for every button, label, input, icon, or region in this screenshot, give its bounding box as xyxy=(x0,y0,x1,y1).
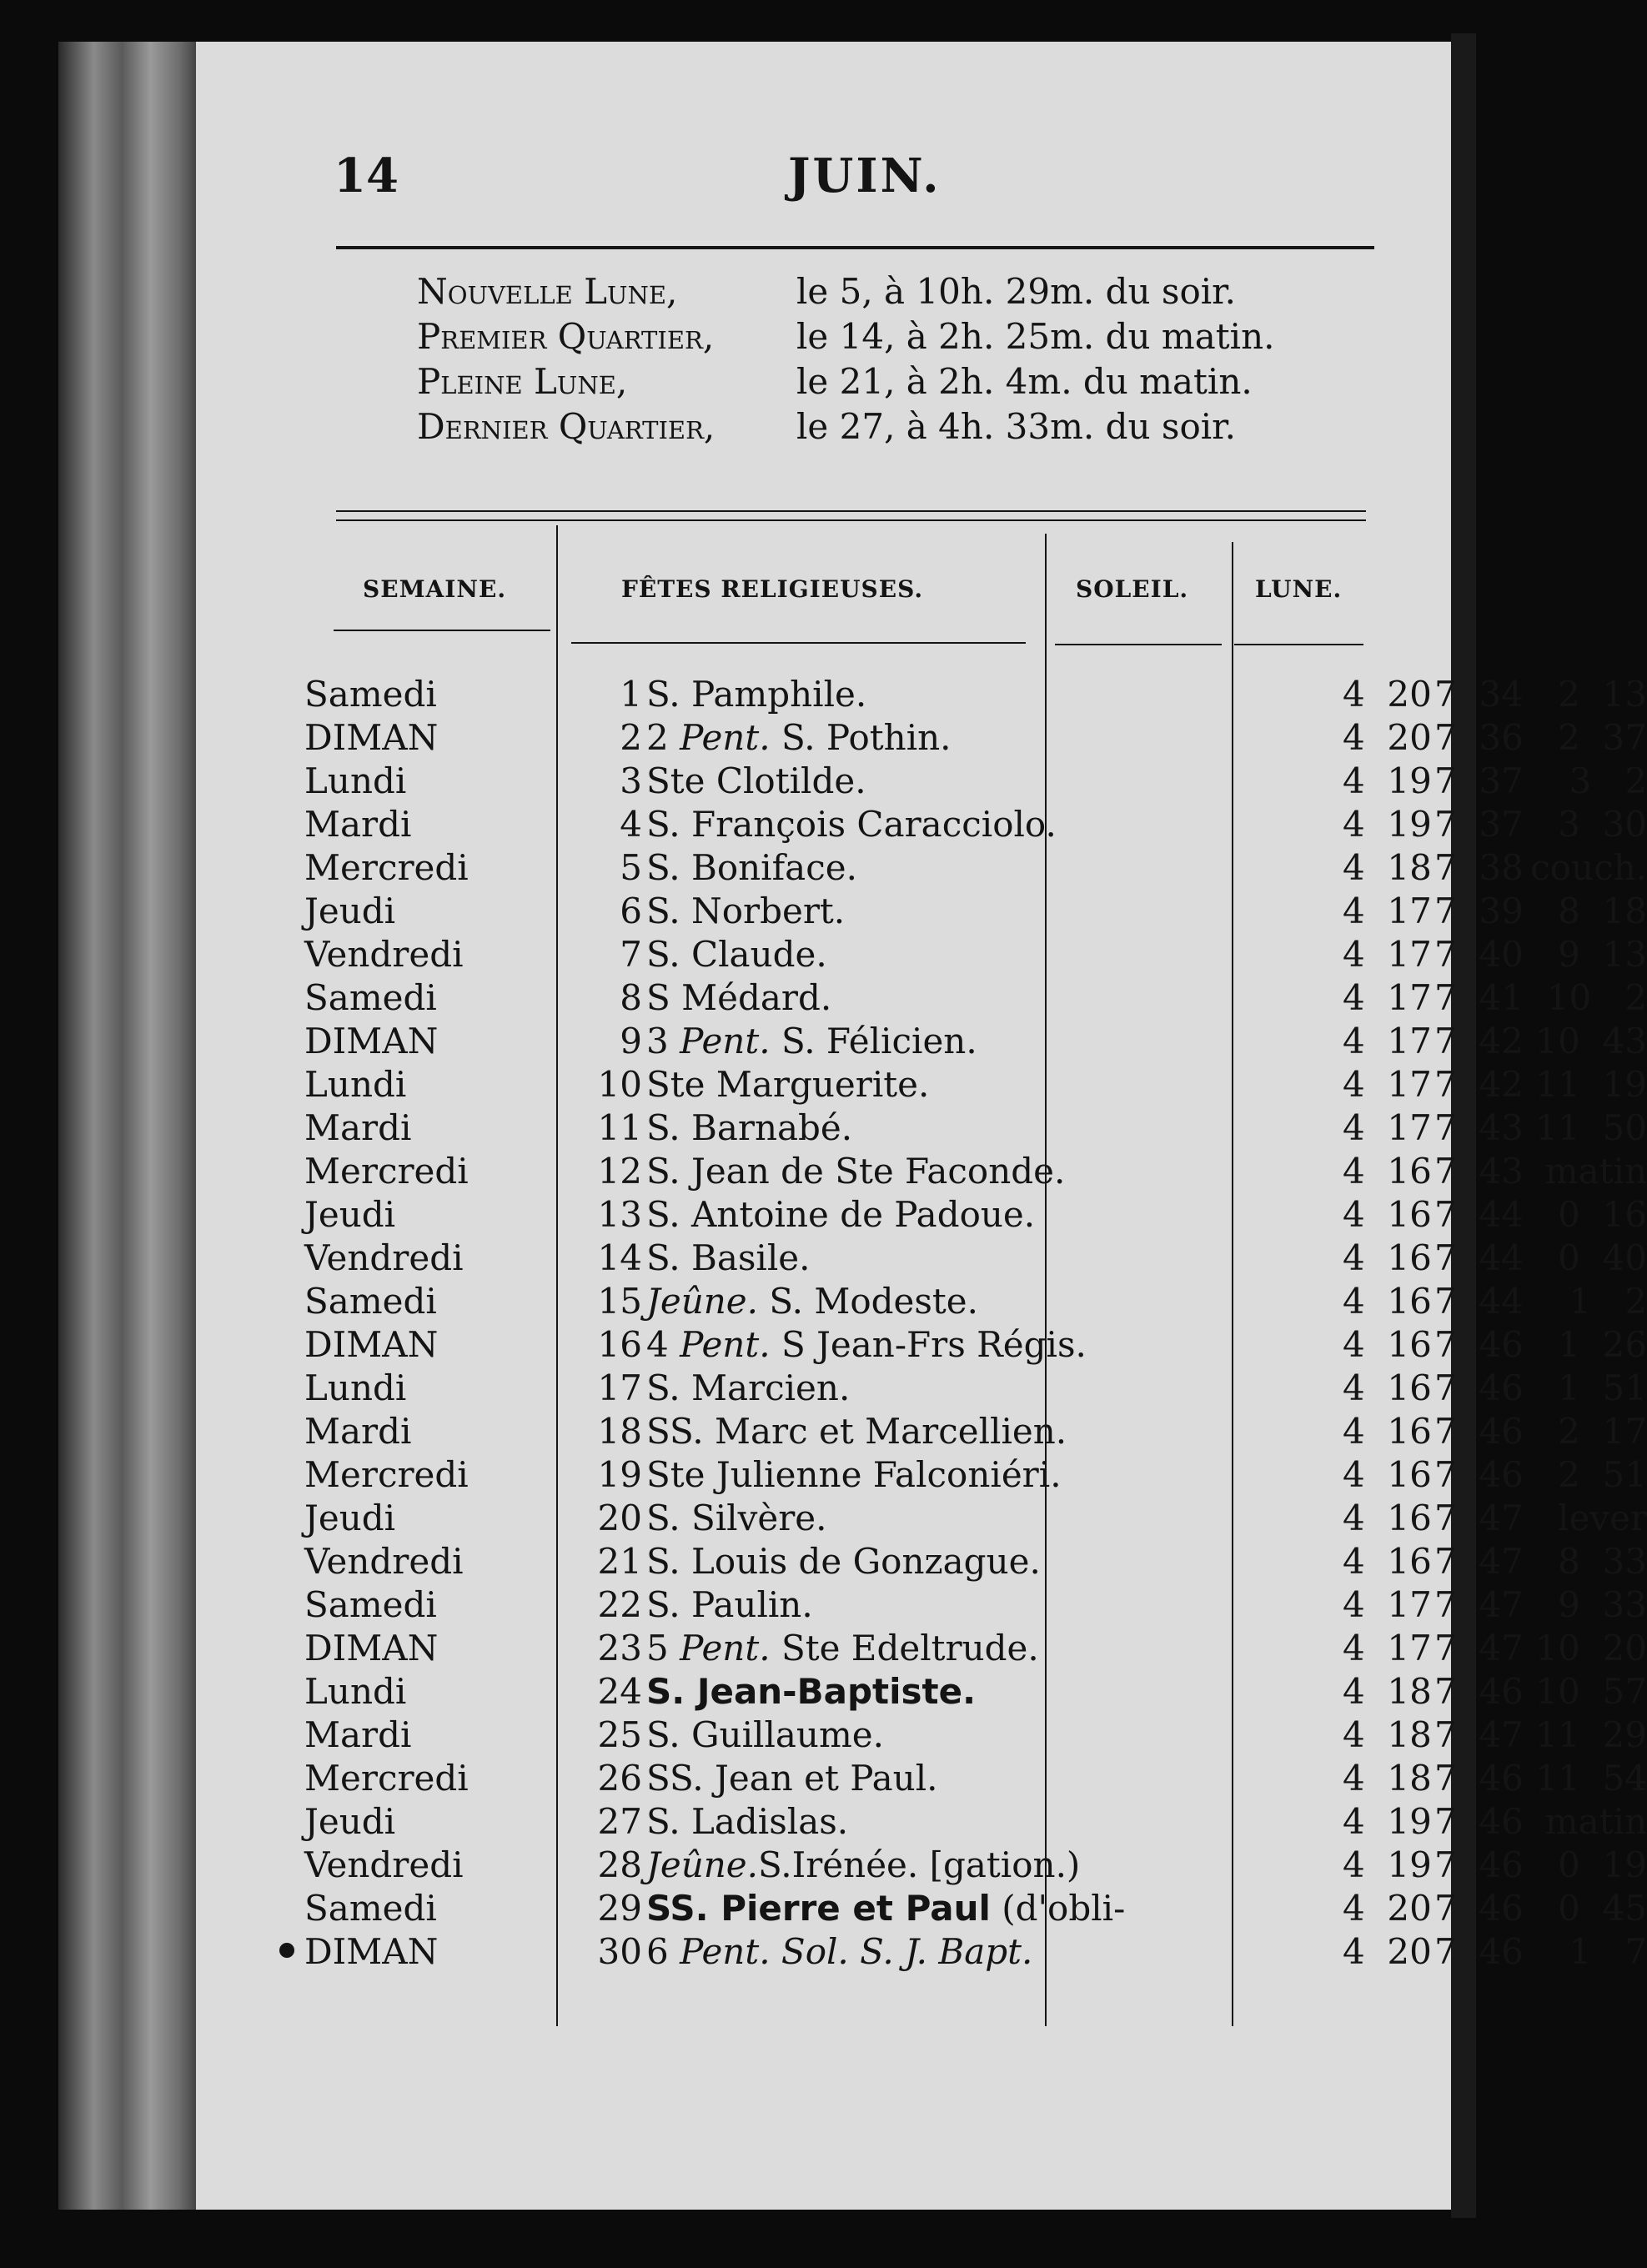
moon-cell: 0 45 xyxy=(1558,1888,1647,1929)
feast-cell xyxy=(646,1498,1338,1538)
weekday-cell: Vendredi xyxy=(304,934,464,975)
moon-cell: 2 37 xyxy=(1558,717,1647,758)
weekday-cell: DIMAN xyxy=(304,717,439,758)
feast-text: S. Louis de Gonzague. xyxy=(646,1541,1041,1582)
feast-italic: Pent. xyxy=(680,1628,771,1668)
moon-cell: 8 18 xyxy=(1558,891,1647,931)
table-row xyxy=(304,1281,1647,1324)
sunset-cell: 7 46 xyxy=(1434,1324,1524,1365)
sunrise-cell: 4 19 xyxy=(1343,760,1432,801)
date-cell: 13 xyxy=(597,1194,642,1235)
sunrise-cell: 4 17 xyxy=(1343,1107,1432,1148)
moon-cell: 0 40 xyxy=(1558,1237,1647,1278)
sunrise-cell: 4 19 xyxy=(1343,1844,1432,1885)
table-row xyxy=(304,1628,1647,1671)
date-cell: 20 xyxy=(597,1498,642,1538)
table-top-rule-2 xyxy=(336,519,1366,521)
sunrise-cell: 4 16 xyxy=(1343,1498,1432,1538)
feast-cell xyxy=(646,1367,1338,1408)
table-row xyxy=(304,1064,1647,1107)
moon-cell: 10 57 xyxy=(1535,1671,1647,1712)
moon-cell: 10 2 xyxy=(1546,977,1647,1018)
sunrise-cell: 4 19 xyxy=(1343,804,1432,845)
weekday-cell: Samedi xyxy=(304,674,437,715)
date-cell: 5 xyxy=(620,847,642,888)
sunrise-cell: 4 16 xyxy=(1343,1367,1432,1408)
feast-italic: Jeûne. xyxy=(646,1844,758,1885)
sunset-cell: 7 42 xyxy=(1434,1021,1524,1061)
feast-text: S. Boniface. xyxy=(646,847,857,888)
feast-cell xyxy=(646,891,1338,931)
sunset-cell: 7 47 xyxy=(1434,1584,1524,1625)
sunrise-cell: 4 18 xyxy=(1343,847,1432,888)
date-cell: 18 xyxy=(597,1411,642,1452)
feast-text: S. Ladislas. xyxy=(646,1801,849,1842)
weekday-cell: Jeudi xyxy=(304,891,396,931)
sunset-cell: 7 44 xyxy=(1434,1194,1524,1235)
feast-cell xyxy=(646,847,1338,888)
date-cell: 27 xyxy=(597,1801,642,1842)
phase-value: le 5, à 10h. 29m. du soir. xyxy=(796,271,1236,312)
sunrise-cell: 4 17 xyxy=(1343,1628,1432,1668)
feast-italic: Pent. Sol. S. J. Bapt. xyxy=(680,1931,1033,1972)
table-row xyxy=(304,1151,1647,1194)
sunset-cell: 7 37 xyxy=(1434,804,1524,845)
feast-text: S. Pothin. xyxy=(770,717,952,758)
weekday-cell: Lundi xyxy=(304,760,407,801)
weekday-cell: Mercredi xyxy=(304,847,469,888)
date-cell: 8 xyxy=(620,977,642,1018)
phase-name: Premier Quartier, xyxy=(417,316,715,357)
sunset-cell: 7 46 xyxy=(1434,1801,1524,1842)
weekday-cell: Lundi xyxy=(304,1064,407,1105)
weekday-cell: Vendredi xyxy=(304,1844,464,1885)
header-soleil: SOLEIL. xyxy=(1076,575,1189,603)
feast-text: S Médard. xyxy=(646,977,832,1018)
sunset-cell: 7 46 xyxy=(1434,1671,1524,1712)
table-row xyxy=(304,977,1647,1021)
sunrise-cell: 4 17 xyxy=(1343,934,1432,975)
sunrise-cell: 4 17 xyxy=(1343,891,1432,931)
feast-italic: Pent. xyxy=(680,1324,771,1365)
date-cell: 14 xyxy=(597,1237,642,1278)
weekday-cell: Samedi xyxy=(304,977,437,1018)
table-top-rule xyxy=(336,510,1366,512)
date-cell: 22 xyxy=(597,1584,642,1625)
feast-text: Ste Julienne Falconiéri. xyxy=(646,1454,1062,1495)
moon-cell: 1 2 xyxy=(1569,1281,1647,1322)
date-cell: 4 xyxy=(620,804,642,845)
sunrise-cell: 4 16 xyxy=(1343,1324,1432,1365)
book-page-edges xyxy=(58,42,200,2210)
feast-cell xyxy=(646,1714,1338,1755)
weekday-cell: Vendredi xyxy=(304,1541,464,1582)
feast-cell xyxy=(646,1064,1338,1105)
date-cell: 30 xyxy=(597,1931,642,1972)
sunrise-cell: 4 18 xyxy=(1343,1758,1432,1799)
page-number: 14 xyxy=(334,148,399,203)
top-rule xyxy=(336,246,1374,249)
phase-name: Pleine Lune, xyxy=(417,361,628,402)
feast-text: S. Silvère. xyxy=(646,1498,827,1538)
table-row xyxy=(304,1367,1647,1411)
moon-cell: 2 13 xyxy=(1558,674,1647,715)
feast-text: S. Barnabé. xyxy=(646,1107,853,1148)
sunset-cell: 7 46 xyxy=(1434,1454,1524,1495)
table-row xyxy=(304,1671,1647,1714)
moon-cell: 9 13 xyxy=(1558,934,1647,975)
sunrise-cell: 4 20 xyxy=(1343,674,1432,715)
feast-cell xyxy=(646,1237,1338,1278)
feast-cell xyxy=(646,1021,1338,1061)
date-cell: 3 xyxy=(620,760,642,801)
date-cell: 15 xyxy=(597,1281,642,1322)
moon-cell: 11 50 xyxy=(1535,1107,1647,1148)
feast-text: S. Félicien. xyxy=(770,1021,977,1061)
moon-cell: 2 51 xyxy=(1558,1454,1647,1495)
feast-cell xyxy=(646,1454,1338,1495)
sunset-cell: 7 47 xyxy=(1434,1628,1524,1668)
phase-name: Nouvelle Lune, xyxy=(417,271,678,312)
moon-cell: 11 54 xyxy=(1535,1758,1647,1799)
table-row xyxy=(304,804,1647,847)
table-row xyxy=(304,674,1647,717)
feast-prefix: 4 xyxy=(646,1324,680,1365)
feast-cell xyxy=(646,1671,1338,1712)
weekday-cell: DIMAN xyxy=(304,1324,439,1365)
date-cell: 25 xyxy=(597,1714,642,1755)
date-cell: 9 xyxy=(620,1021,642,1061)
feast-cell xyxy=(646,1281,1338,1322)
weekday-cell: DIMAN xyxy=(304,1931,439,1972)
feast-text: Ste Clotilde. xyxy=(646,760,866,801)
sunset-cell: 7 47 xyxy=(1434,1541,1524,1582)
weekday-cell: Jeudi xyxy=(304,1194,396,1235)
sunrise-cell: 4 17 xyxy=(1343,1021,1432,1061)
feast-cell xyxy=(646,1844,1338,1885)
sunset-cell: 7 42 xyxy=(1434,1064,1524,1105)
date-cell: 19 xyxy=(597,1454,642,1495)
table-row xyxy=(304,1021,1647,1064)
moon-cell: matin xyxy=(1544,1801,1647,1842)
weekday-cell: Jeudi xyxy=(304,1498,396,1538)
feast-cell xyxy=(646,1888,1338,1929)
feast-cell xyxy=(646,717,1338,758)
weekday-cell: Mardi xyxy=(304,1411,412,1452)
sunrise-cell: 4 18 xyxy=(1343,1714,1432,1755)
feast-cell xyxy=(646,760,1338,801)
feast-text: S. Pamphile. xyxy=(646,674,867,715)
moon-cell: 11 19 xyxy=(1535,1064,1647,1105)
moon-cell: 10 20 xyxy=(1535,1628,1647,1668)
feast-bold: SS. Pierre et Paul xyxy=(646,1888,991,1929)
table-row xyxy=(304,1931,1647,1974)
sunset-cell: 7 46 xyxy=(1434,1411,1524,1452)
feast-text: S. Basile. xyxy=(646,1237,811,1278)
feast-text: S Jean-Frs Régis. xyxy=(770,1324,1087,1365)
moon-cell: 3 2 xyxy=(1569,760,1647,801)
sunset-cell: 7 46 xyxy=(1434,1888,1524,1929)
feast-cell xyxy=(646,674,1338,715)
weekday-cell: Mercredi xyxy=(304,1758,469,1799)
feast-cell xyxy=(646,1151,1338,1192)
weekday-cell: Samedi xyxy=(304,1584,437,1625)
feast-cell xyxy=(646,1801,1338,1842)
date-cell: 21 xyxy=(597,1541,642,1582)
feast-text: S. Antoine de Padoue. xyxy=(646,1194,1036,1235)
sunset-cell: 7 47 xyxy=(1434,1498,1524,1538)
sunrise-cell: 4 20 xyxy=(1343,717,1432,758)
weekday-cell: DIMAN xyxy=(304,1628,439,1668)
moon-cell: 1 26 xyxy=(1558,1324,1647,1365)
moon-cell: 11 29 xyxy=(1535,1714,1647,1755)
moon-cell: 0 16 xyxy=(1558,1194,1647,1235)
feast-cell xyxy=(646,1541,1338,1582)
feast-text: S. Claude. xyxy=(646,934,827,975)
sunset-cell: 7 39 xyxy=(1434,891,1524,931)
sunset-cell: 7 46 xyxy=(1434,1844,1524,1885)
date-cell: 2 xyxy=(620,717,642,758)
sunrise-cell: 4 16 xyxy=(1343,1281,1432,1322)
date-cell: 7 xyxy=(620,934,642,975)
feast-italic: Pent. xyxy=(680,1021,771,1061)
feast-text: (d'obli- xyxy=(990,1888,1126,1929)
date-cell: 16 xyxy=(597,1324,642,1365)
sunset-cell: 7 38 xyxy=(1434,847,1524,888)
feast-prefix: 2 xyxy=(646,717,680,758)
sunset-cell: 7 47 xyxy=(1434,1714,1524,1755)
moon-cell: 1 7 xyxy=(1569,1931,1647,1972)
feast-cell xyxy=(646,1628,1338,1668)
weekday-cell: Lundi xyxy=(304,1367,407,1408)
date-cell: 24 xyxy=(597,1671,642,1712)
sunset-cell: 7 40 xyxy=(1434,934,1524,975)
weekday-cell: Mardi xyxy=(304,804,412,845)
table-row xyxy=(304,1714,1647,1758)
sunset-cell: 7 36 xyxy=(1434,717,1524,758)
moon-cell: 3 30 xyxy=(1558,804,1647,845)
feast-bold: S. Jean-Baptiste. xyxy=(646,1671,977,1712)
sunset-cell: 7 43 xyxy=(1434,1107,1524,1148)
moon-cell: 0 19 xyxy=(1558,1844,1647,1885)
table-row xyxy=(304,1541,1647,1584)
feast-text: S. Jean de Ste Faconde. xyxy=(646,1151,1066,1192)
date-cell: 29 xyxy=(597,1888,642,1929)
sunrise-cell: 4 16 xyxy=(1343,1454,1432,1495)
weekday-cell: Samedi xyxy=(304,1888,437,1929)
sunrise-cell: 4 16 xyxy=(1343,1237,1432,1278)
table-row xyxy=(304,1411,1647,1454)
table-row xyxy=(304,717,1647,760)
sunset-cell: 7 41 xyxy=(1434,977,1524,1018)
moon-cell: matin xyxy=(1544,1151,1647,1192)
moon-cell: 2 17 xyxy=(1558,1411,1647,1452)
weekday-cell: Mercredi xyxy=(304,1454,469,1495)
date-cell: 23 xyxy=(597,1628,642,1668)
sunset-cell: 7 46 xyxy=(1434,1758,1524,1799)
table-row xyxy=(304,1844,1647,1888)
table-row xyxy=(304,1454,1647,1498)
header-underline-soleil xyxy=(1055,644,1222,645)
sunset-cell: 7 37 xyxy=(1434,760,1524,801)
feast-cell xyxy=(646,1931,1338,1972)
sunset-cell: 7 44 xyxy=(1434,1237,1524,1278)
feast-cell xyxy=(646,1194,1338,1235)
feast-italic: Jeûne. xyxy=(646,1281,758,1322)
sunrise-cell: 4 17 xyxy=(1343,1584,1432,1625)
weekday-cell: Mardi xyxy=(304,1714,412,1755)
date-cell: 10 xyxy=(597,1064,642,1105)
feast-italic: Pent. xyxy=(680,717,771,758)
table-row xyxy=(304,1888,1647,1931)
feast-text: S. Norbert. xyxy=(646,891,846,931)
feast-text: Ste Edeltrude. xyxy=(770,1628,1039,1668)
feast-cell xyxy=(646,934,1338,975)
table-row xyxy=(304,1237,1647,1281)
date-cell: 1 xyxy=(620,674,642,715)
feast-prefix: 3 xyxy=(646,1021,680,1061)
table-row xyxy=(304,1758,1647,1801)
feast-cell xyxy=(646,804,1338,845)
date-cell: 26 xyxy=(597,1758,642,1799)
sunrise-cell: 4 19 xyxy=(1343,1801,1432,1842)
table-row xyxy=(304,891,1647,934)
table-row xyxy=(304,1498,1647,1541)
table-row xyxy=(304,934,1647,977)
feast-text: SS. Jean et Paul. xyxy=(646,1758,938,1799)
moon-cell: couch. xyxy=(1530,847,1647,888)
feast-text: S.Irénée. [gation.) xyxy=(758,1844,1081,1885)
table-row xyxy=(304,1584,1647,1628)
sunrise-cell: 4 18 xyxy=(1343,1671,1432,1712)
date-cell: 28 xyxy=(597,1844,642,1885)
header-semaine: SEMAINE. xyxy=(363,575,507,603)
header-underline-fetes xyxy=(571,642,1026,644)
header-underline-semaine xyxy=(334,630,550,631)
sunrise-cell: 4 20 xyxy=(1343,1888,1432,1929)
weekday-cell: Lundi xyxy=(304,1671,407,1712)
moon-cell: 9 33 xyxy=(1558,1584,1647,1625)
weekday-cell: Mercredi xyxy=(304,1151,469,1192)
sunrise-cell: 4 17 xyxy=(1343,977,1432,1018)
feast-text: Ste Marguerite. xyxy=(646,1064,930,1105)
date-cell: 11 xyxy=(597,1107,642,1148)
feast-text: S. Marcien. xyxy=(646,1367,851,1408)
table-row xyxy=(304,760,1647,804)
feast-text: S. Paulin. xyxy=(646,1584,813,1625)
feast-prefix: 5 xyxy=(646,1628,680,1668)
date-cell: 12 xyxy=(597,1151,642,1192)
sunset-cell: 7 34 xyxy=(1434,674,1524,715)
table-row xyxy=(304,1324,1647,1367)
feast-cell xyxy=(646,1411,1338,1452)
feast-text: S. Modeste. xyxy=(758,1281,978,1322)
table-row xyxy=(304,1107,1647,1151)
table-row xyxy=(304,1194,1647,1237)
sunset-cell: 7 46 xyxy=(1434,1367,1524,1408)
phase-value: le 21, à 2h. 4m. du matin. xyxy=(796,361,1253,402)
weekday-cell: DIMAN xyxy=(304,1021,439,1061)
moon-cell: 1 51 xyxy=(1558,1367,1647,1408)
moon-cell: lever xyxy=(1558,1498,1647,1538)
month-title: JUIN. xyxy=(788,148,942,203)
weekday-cell: Vendredi xyxy=(304,1237,464,1278)
feast-cell xyxy=(646,1107,1338,1148)
feast-text: SS. Marc et Marcellien. xyxy=(646,1411,1067,1452)
sunset-cell: 7 46 xyxy=(1434,1931,1524,1972)
date-cell: 17 xyxy=(597,1367,642,1408)
phase-value: le 27, à 4h. 33m. du soir. xyxy=(796,406,1236,447)
sunrise-cell: 4 16 xyxy=(1343,1194,1432,1235)
sunrise-cell: 4 20 xyxy=(1343,1931,1432,1972)
bullet-marker xyxy=(279,1943,294,1958)
table-row xyxy=(304,847,1647,891)
sunrise-cell: 4 16 xyxy=(1343,1411,1432,1452)
feast-prefix: 6 xyxy=(646,1931,680,1972)
date-cell: 6 xyxy=(620,891,642,931)
sunrise-cell: 4 16 xyxy=(1343,1151,1432,1192)
moon-cell: 10 43 xyxy=(1535,1021,1647,1061)
sunset-cell: 7 43 xyxy=(1434,1151,1524,1192)
phase-value: le 14, à 2h. 25m. du matin. xyxy=(796,316,1275,357)
sunrise-cell: 4 17 xyxy=(1343,1064,1432,1105)
sunset-cell: 7 44 xyxy=(1434,1281,1524,1322)
header-underline-lune xyxy=(1234,644,1363,645)
feast-cell xyxy=(646,1584,1338,1625)
feast-text: S. François Caracciolo. xyxy=(646,804,1057,845)
weekday-cell: Mardi xyxy=(304,1107,412,1148)
header-fetes: FÊTES RELIGIEUSES. xyxy=(621,575,924,603)
feast-cell xyxy=(646,1324,1338,1365)
almanac-page xyxy=(196,42,1647,2210)
phase-name: Dernier Quartier, xyxy=(417,406,716,447)
weekday-cell: Jeudi xyxy=(304,1801,396,1842)
header-lune: LUNE. xyxy=(1255,575,1343,603)
table-row xyxy=(304,1801,1647,1844)
weekday-cell: Samedi xyxy=(304,1281,437,1322)
moon-cell: 8 33 xyxy=(1558,1541,1647,1582)
feast-text: S. Guillaume. xyxy=(646,1714,884,1755)
feast-cell xyxy=(646,1758,1338,1799)
feast-cell xyxy=(646,977,1338,1018)
sunrise-cell: 4 16 xyxy=(1343,1541,1432,1582)
